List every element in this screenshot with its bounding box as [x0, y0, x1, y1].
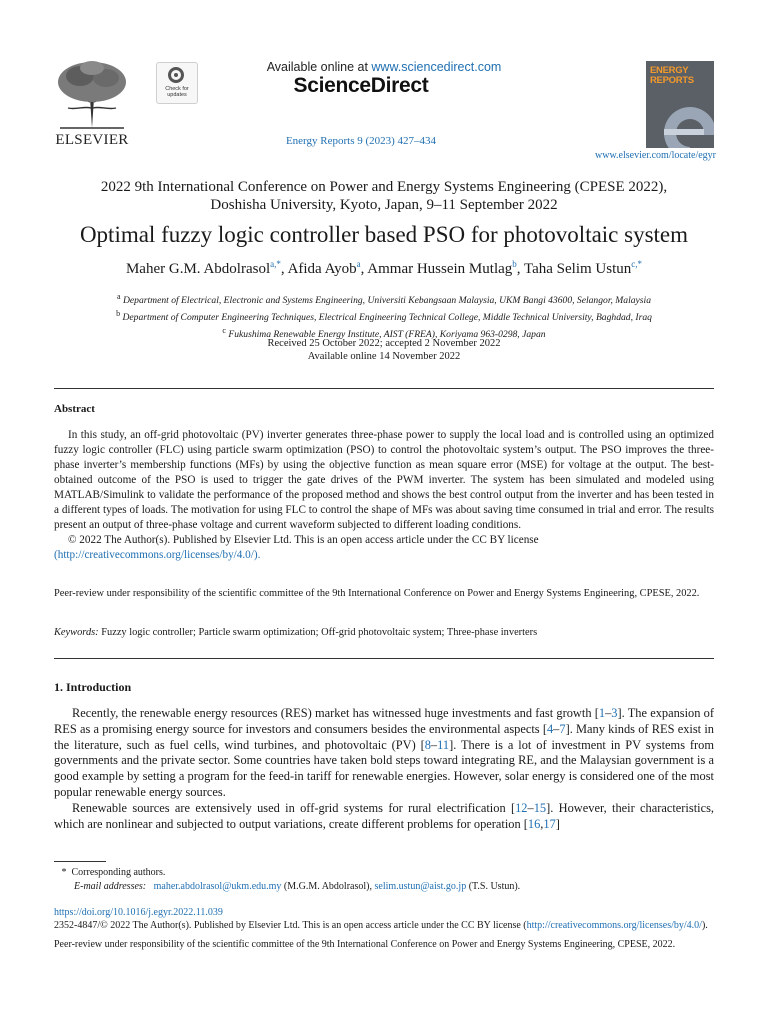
corresponding-text: Corresponding authors.	[71, 867, 166, 878]
keywords	[54, 627, 714, 638]
email-line	[54, 880, 714, 894]
intro-paragraph-1	[54, 706, 714, 801]
license-link[interactable]: (http://creativecommons.org/licenses/by/4.0/).	[54, 549, 261, 561]
doi-link[interactable]: https://doi.org/10.1016/j.egyr.2022.11.039	[54, 907, 223, 918]
license-text: © 2022 The Author(s). Published by Elsevier Ltd. This is an open access article under the CC BY license	[68, 534, 539, 546]
divider-top	[54, 388, 714, 389]
conference-info	[0, 178, 768, 214]
abstract-body	[54, 428, 714, 563]
author-name[interactable]: Ammar Hussein Mutlag	[367, 261, 513, 277]
author-name[interactable]: Taha Selim Ustun	[524, 261, 632, 277]
paragraph-text: ]. Many kinds of RES exist in the literature, such as fuel cells, wind turbines, and photovoltaic (PV) [	[54, 721, 714, 752]
affiliation-text: Department of Electrical, Electronic and Systems Engineering, Universiti Kebangsaan Malaysia, UKM Bangi 43600, Selangor, Malaysia	[122, 295, 651, 307]
received-date: Received 25 October 2022; accepted 2 November 2022	[267, 338, 501, 349]
journal-cover-image	[646, 61, 714, 148]
affiliations	[0, 290, 768, 342]
author-affiliation-mark[interactable]: a,*	[270, 259, 281, 269]
paragraph-text: ,	[540, 816, 544, 831]
cover-title: ENERGY REPORTS	[650, 65, 694, 86]
paragraph-text: ]. There is a lot of investment in PV systems from governments and the private sector. Some countries have taken bold steps toward integrating RE, and the Malaysian government is a good example by setting a program for the feed-in tariff for renewable energies. However, solar energy is considered one of the most popular renewable energy sources.	[54, 737, 714, 799]
paragraph-text: Recently, the renewable energy resources (RES) market has witnessed huge investments and fast growth [	[72, 706, 599, 720]
divider-keywords	[54, 658, 714, 659]
affiliation-mark: c	[222, 326, 226, 336]
author-affiliation-mark[interactable]: c,*	[631, 259, 643, 269]
footnote-rule	[54, 861, 106, 862]
affiliation-a	[0, 290, 768, 307]
author-name[interactable]: Afida Ayob	[287, 261, 357, 277]
author-affiliation-mark[interactable]: b	[512, 259, 517, 269]
introduction-body	[54, 706, 714, 832]
publisher-logo-text: ELSEVIER	[55, 132, 129, 148]
keywords-text: Fuzzy logic controller; Particle swarm optimization; Off-grid photovoltaic system; Three-phase inverters	[98, 627, 538, 638]
author-affiliation-mark[interactable]: a	[356, 259, 361, 269]
author-name[interactable]: Maher G.M. Abdolrasol	[125, 261, 271, 277]
citation-link[interactable]: 17	[543, 816, 556, 831]
email-label: E-mail addresses:	[74, 881, 147, 892]
citation-link[interactable]: 7	[559, 721, 566, 736]
cc-license-link[interactable]: http://creativecommons.org/licenses/by/4.0/	[526, 920, 702, 931]
cover-e-icon	[646, 61, 714, 148]
conference-line-1: 2022 9th International Conference on Power and Energy Systems Engineering (CPESE 2022),	[100, 179, 668, 195]
paragraph-text: –	[605, 706, 612, 720]
conference-line-2: Doshisha University, Kyoto, Japan, 9–11 September 2022	[210, 197, 558, 213]
footnotes	[54, 866, 714, 894]
author-list: Maher G.M. Abdolrasol$^{a,*}$, Afida Ayob$^a$, Ammar Hussein Mutlag$^b$, Taha Selim Ustun$^{c,*}$	[125, 259, 643, 277]
paper-title: Optimal fuzzy logic controller based PSO for photovoltaic system	[79, 222, 689, 247]
citation-link[interactable]: 4	[546, 721, 554, 736]
paragraph-text: ]. The expansion of RES as a promising energy source for investors and consumers besides the environmental aspects [	[54, 706, 714, 736]
affiliation-text: Department of Computer Engineering Techniques, Electrical Engineering Technical College, Middle Technical University, Baghdad, Iraq	[122, 312, 652, 324]
online-date: Available online 14 November 2022	[307, 351, 461, 362]
citation-link[interactable]: 11	[437, 737, 450, 752]
citation-link[interactable]: 3	[611, 706, 618, 720]
issn-license-line	[54, 919, 714, 932]
article-dates	[0, 337, 768, 363]
citation-link[interactable]: 8	[424, 737, 431, 752]
paragraph-text: Renewable sources are extensively used in off-grid systems for rural electrification [	[72, 800, 516, 815]
section-heading-introduction: 1. Introduction	[54, 680, 132, 694]
journal-reference[interactable]: Energy Reports 9 (2023) 427–434	[285, 135, 437, 147]
license-statement	[54, 533, 714, 563]
abstract-text: In this study, an off-grid photovoltaic (PV) inverter generates three-phase power to supply the local load and is controlled using an optimized fuzzy logic controller (FLC) using particle swarm optimization (PSO) to control the photovoltaic system’s output. The PSO improves the three-phase inverter’s membership functions (MFs) by using the objective function as mean square error (MSE) for voltage at the output. The best-obtained outcome of the PSO is used to trigger the gate drives of the PWM inverter. The system has been simulated and modeled using MATLAB/Simulink to validate the performance of the proposed method and shows the best control output from the inverter and has been tested in a different types of loads. The motivation for using FLC to control the shape of MFs was about saving time consumed in trial and error. The results present an output of three-phase voltage and current waveform subjected to different loading conditions.	[54, 429, 714, 531]
citation-link[interactable]: 1	[598, 706, 606, 720]
email-link-2[interactable]: selim.ustun@aist.go.jp	[374, 881, 467, 892]
paragraph-text: –	[527, 800, 534, 815]
journal-homepage-link[interactable]: www.elsevier.com/locate/egyr	[595, 150, 716, 161]
paragraph-text: –	[430, 737, 438, 752]
sciencedirect-brand: ScienceDirect	[293, 74, 429, 97]
citation-link[interactable]: 15	[533, 800, 547, 815]
citation-link[interactable]: 12	[515, 800, 528, 815]
affiliation-b	[0, 307, 768, 324]
email-owner-1: (M.G.M. Abdolrasol),	[281, 881, 375, 892]
intro-paragraph-2	[54, 801, 714, 833]
issn-end: ).	[701, 920, 708, 931]
affiliation-mark: a	[117, 292, 121, 301]
peer-review-note: Peer-review under responsibility of the scientific committee of the 9th International Conference on Power and Energy Systems Engineering, CPESE, 2022.	[54, 588, 700, 599]
keywords-label: Keywords:	[54, 627, 99, 638]
paragraph-text: –	[553, 721, 560, 736]
affiliation-text: Fukushima Renewable Energy Institute, AIST (FREA), Koriyama 963-0298, Japan	[228, 329, 546, 341]
sciencedirect-link[interactable]: www.sciencedirect.com	[371, 60, 502, 74]
doi-block	[54, 906, 714, 951]
issn-text: 2352-4847/© 2022 The Author(s). Published by Elsevier Ltd. This is an open access article under the CC BY license (	[54, 920, 527, 931]
email-link-1[interactable]: maher.abdolrasol@ukm.edu.my	[153, 881, 282, 892]
affiliation-mark: b	[116, 309, 121, 319]
corresponding-note: * Corresponding authors.	[54, 867, 166, 878]
journal-header	[0, 0, 768, 165]
paragraph-text: ]. However, their characteristics, which are nonlinear and subjected to output variations, create different problems for operation [	[54, 800, 714, 831]
available-prefix: Available online at	[266, 60, 372, 74]
paragraph-text: ]	[555, 816, 560, 831]
citation-link[interactable]: 16	[527, 816, 541, 831]
abstract-heading: Abstract	[54, 403, 95, 415]
peer-review-footer: Peer-review under responsibility of the scientific committee of the 9th International Conference on Power and Energy Systems Engineering, CPESE, 2022.	[54, 939, 676, 950]
email-owner-2: (T.S. Ustun).	[466, 881, 521, 892]
crossmark-label: Check for updates	[165, 86, 189, 98]
